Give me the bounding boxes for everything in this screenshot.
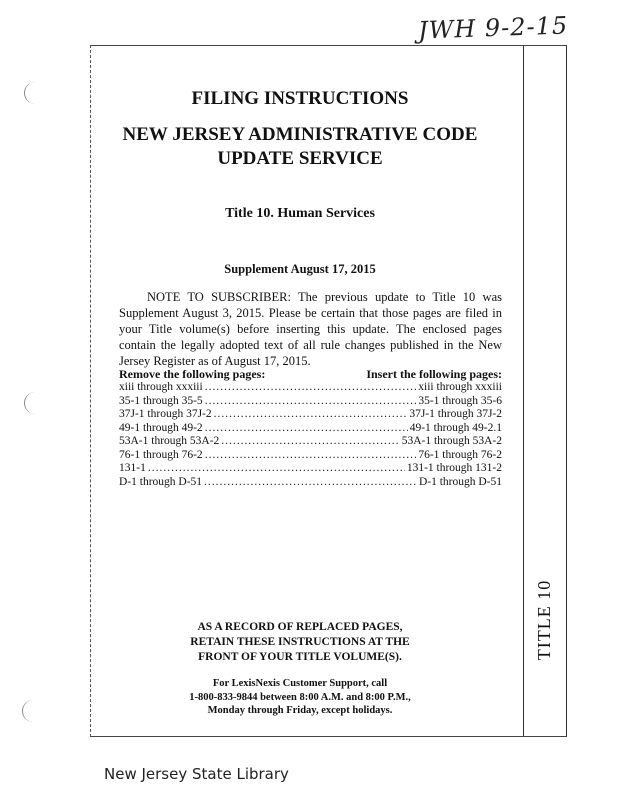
table-row <box>119 408 502 422</box>
remove-pages: 76-1 through 76-2 <box>119 448 203 461</box>
title-name: Title 10. Human Services <box>225 206 375 221</box>
table-row <box>119 449 502 463</box>
table-row <box>119 395 502 409</box>
insert-pages: 131-1 through 131-2 <box>406 462 502 474</box>
tab-label: TITLE 10 <box>534 579 554 661</box>
code-title-line-1: NEW JERSEY ADMINISTRATIVE CODE <box>122 124 478 145</box>
remove-pages: 35-1 through 35-5 <box>119 394 203 407</box>
punch-hole-middle <box>24 392 39 414</box>
remove-pages: 53A-1 through 53A-2 <box>119 435 220 447</box>
table-row <box>119 476 502 490</box>
filing-instructions-heading: FILING INSTRUCTIONS <box>191 88 409 109</box>
support-line: 1-800-833-9844 between 8:00 A.M. and 8:00 P.M., <box>189 691 411 703</box>
remove-header: Remove the following pages: <box>119 367 266 381</box>
insert-pages: 49-1 through 49-2.1 <box>409 421 502 434</box>
insert-pages: 53A-1 through 53A-2 <box>401 435 502 447</box>
record-line: FRONT OF YOUR TITLE VOLUME(S). <box>198 651 402 663</box>
leader-dots <box>205 395 417 409</box>
insert-pages: 35-1 through 35-6 <box>418 394 502 407</box>
table-row <box>119 381 502 395</box>
support-line: For LexisNexis Customer Support, call <box>212 678 388 689</box>
leader-dots <box>148 462 405 476</box>
insert-pages: 37J-1 through 37J-2 <box>409 408 502 420</box>
leader-dots <box>214 408 408 422</box>
insert-pages: 76-1 through 76-2 <box>418 448 502 461</box>
punch-hole-top <box>24 82 39 104</box>
remove-pages: D-1 through D-51 <box>119 475 203 488</box>
supplement-date: Supplement August 17, 2015 <box>224 262 376 276</box>
code-title <box>98 123 502 171</box>
remove-pages: 37J-1 through 37J-2 <box>119 408 212 420</box>
table-row <box>119 435 502 449</box>
insert-pages: D-1 through D-51 <box>418 475 502 488</box>
leader-dots <box>221 435 399 449</box>
leader-dots <box>205 381 417 395</box>
table-row <box>119 462 502 476</box>
record-line: RETAIN THESE INSTRUCTIONS AT THE <box>190 636 410 648</box>
punch-hole-bottom <box>22 700 37 722</box>
page-replacement-table <box>119 367 502 489</box>
leader-dots <box>204 476 417 490</box>
support-line: Monday through Friday, except holidays. <box>207 705 393 716</box>
record-line: AS A RECORD OF REPLACED PAGES, <box>197 621 403 633</box>
insert-header: Insert the following pages: <box>366 367 502 381</box>
customer-support <box>98 677 502 718</box>
table-row <box>119 422 502 436</box>
insert-pages: xiii through xxxiii <box>418 381 502 393</box>
code-title-line-2: UPDATE SERVICE <box>217 148 383 169</box>
table-header <box>119 367 502 381</box>
record-instructions <box>98 620 502 665</box>
remove-pages: xiii through xxxiii <box>119 381 203 393</box>
remove-pages: 49-1 through 49-2 <box>119 421 203 434</box>
leader-dots <box>205 422 408 436</box>
library-stamp: New Jersey State Library <box>104 765 289 783</box>
remove-pages: 131-1 <box>119 462 146 474</box>
handwritten-initials-date: JWH 9-2-15 <box>417 11 569 45</box>
leader-dots <box>205 449 417 463</box>
subscriber-note: NOTE TO SUBSCRIBER: The previous update to Title 10 was Supplement August 3, 2015. Please be certain that those pages are filed in your Title volume(s) before inserting this update. The enclosed pages contain the legally adopted text of all rule changes published in the New Jersey Register as of August 17, 2015. <box>119 290 502 368</box>
